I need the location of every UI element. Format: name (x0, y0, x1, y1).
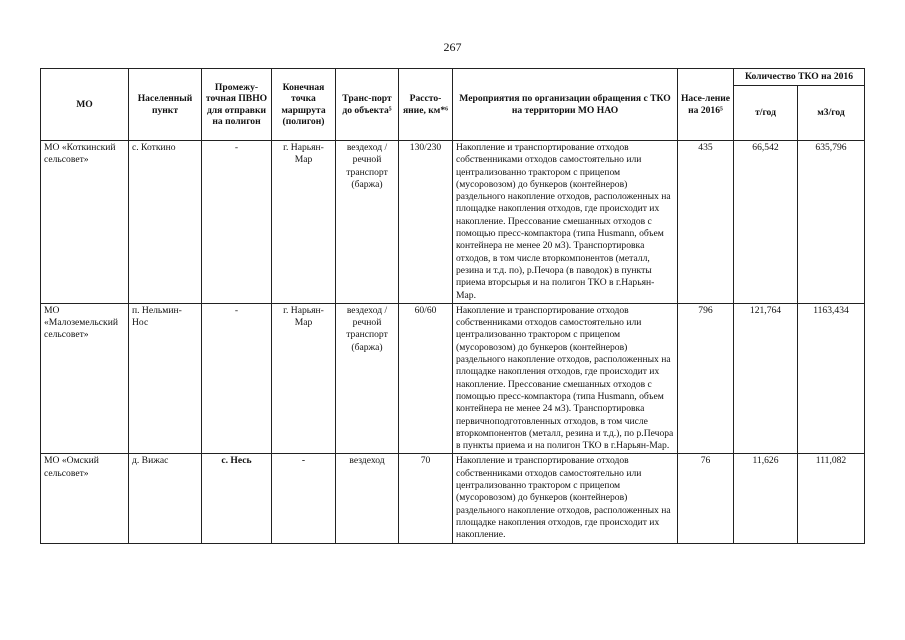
tko-table (40, 68, 865, 544)
page-number: 267 (443, 40, 462, 54)
header-endpoint: Конечная точка маршрута (полигон) (272, 69, 336, 141)
header-m3: м3/год (798, 86, 865, 141)
table-row (41, 303, 865, 454)
distance-cell: 130/230 (399, 141, 453, 304)
m3-cell: 111,082 (798, 454, 865, 543)
m3-cell: 635,796 (798, 141, 865, 304)
transport-cell: вездеход (336, 454, 399, 543)
table-row (41, 454, 865, 543)
table-row (41, 141, 865, 304)
endpoint-cell: - (272, 454, 336, 543)
header-transport: Транс-порт до объекта⁵ (336, 69, 399, 141)
intermediate-cell: - (202, 303, 272, 454)
header-mo: МО (41, 69, 129, 141)
header-distance: Рассто-яние, км*⁶ (399, 69, 453, 141)
population-cell: 76 (678, 454, 734, 543)
tons-cell: 11,626 (734, 454, 798, 543)
endpoint-cell: г. Нарьян-Мар (272, 141, 336, 304)
tons-cell: 121,764 (734, 303, 798, 454)
header-intermediate: Промежу-точная ПВНО для отправки на полигон (202, 69, 272, 141)
settlement-cell: п. Нельмин-Нос (129, 303, 202, 454)
intermediate-cell: с. Несь (202, 454, 272, 543)
measures-cell: Накопление и транспортирование отходов собственниками отходов самостоятельно или централизованно трактором с прицепом (мусоровозом) до бункеров (контейнеров) раздельного накопление отходов, расположенных на площадке накопления отходов, где происходит их накопление. (453, 454, 678, 543)
header-settlement: Населенный пункт (129, 69, 202, 141)
transport-cell: вездеход / речной транспорт (баржа) (336, 303, 399, 454)
endpoint-cell: г. Нарьян-Мар (272, 303, 336, 454)
mo-cell: МО «Малоземельский сельсовет» (41, 303, 129, 454)
settlement-cell: с. Коткино (129, 141, 202, 304)
settlement-cell: д. Вижас (129, 454, 202, 543)
population-cell: 435 (678, 141, 734, 304)
measures-cell: Накопление и транспортирование отходов собственниками отходов самостоятельно или централизованно трактором с прицепом (мусоровозом) до бункеров (контейнеров) раздельного накопление отходов, расположенных на площадке накопления отходов, где происходит их накопление. Прессование смешанных отходов с помощью пресс-компактора (типа Husmann, объем контейнера не менее 20 м3). Транспортировка отходов, в том числе вторкомпонентов (металл, резина и т.д. по), р.Печора (в паводок) в пункты приема вторсырья и на полигон ТКО в г.Нарьян-Мар. (453, 141, 678, 304)
header-tons: т/год (734, 86, 798, 141)
transport-cell: вездеход / речной транспорт (баржа) (336, 141, 399, 304)
m3-cell: 1163,434 (798, 303, 865, 454)
mo-cell: МО «Коткинский сельсовет» (41, 141, 129, 304)
mo-cell: МО «Омский сельсовет» (41, 454, 129, 543)
header-population: Насе-ление на 2016⁵ (678, 69, 734, 141)
distance-cell: 70 (399, 454, 453, 543)
distance-cell: 60/60 (399, 303, 453, 454)
measures-cell: Накопление и транспортирование отходов собственниками отходов самостоятельно или централизованно трактором с прицепом (мусоровозом) до бункеров (контейнеров) раздельного накопление отходов, расположенных на площадке накопления отходов, где происходит их накопление. Прессование смешанных отходов с помощью пресс-компактора (типа Husmann, объем контейнера не менее 24 м3). Транспортировка первичноподготовленных отходов, в том числе вторкомпонентов (металл, резина и т.д.), по р.Печора в пункты приема и на полигон ТКО в г.Нарьян-Мар. (453, 303, 678, 454)
header-measures: Мероприятия по организации обращения с ТКО на территории МО НАО (453, 69, 678, 141)
header-quantity-group: Количество ТКО на 2016 (734, 69, 865, 86)
tons-cell: 66,542 (734, 141, 798, 304)
population-cell: 796 (678, 303, 734, 454)
intermediate-cell: - (202, 141, 272, 304)
